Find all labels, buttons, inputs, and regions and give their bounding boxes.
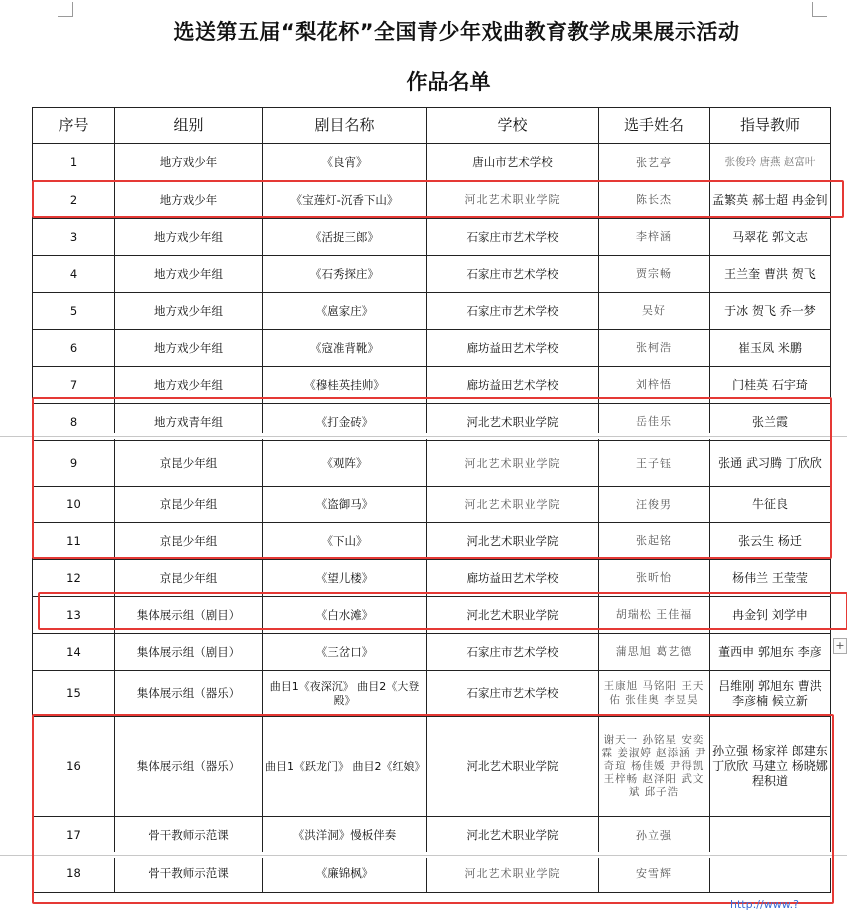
table-row: [33, 330, 831, 367]
cell-play: 《下山》: [263, 523, 427, 560]
cell-school: 河北艺术职业学院: [427, 182, 599, 219]
cell-teacher: 张兰霞: [710, 404, 831, 441]
cell-school: 河北艺术职业学院: [427, 441, 599, 487]
cell-play: 《洪洋洞》慢板伴奏: [263, 817, 427, 855]
cell-student: 张昕怡: [599, 560, 710, 597]
cell-school: 河北艺术职业学院: [427, 817, 599, 855]
cell-play: 《宝莲灯-沉香下山》: [263, 182, 427, 219]
cell-no: 12: [33, 560, 115, 597]
cell-student: 刘梓悟: [599, 367, 710, 404]
cell-group: 京昆少年组: [115, 441, 263, 487]
table-header-row: [33, 108, 831, 144]
cell-no: 11: [33, 523, 115, 560]
header-play: 剧目名称: [263, 108, 427, 144]
cell-student: 张起铭: [599, 523, 710, 560]
cell-student: 汪俊男: [599, 487, 710, 523]
cell-group: 京昆少年组: [115, 560, 263, 597]
cell-school: 河北艺术职业学院: [427, 404, 599, 441]
cell-student: 贾宗畅: [599, 256, 710, 293]
page-corner-mark: [58, 2, 73, 17]
cell-play: 曲目1《跃龙门》 曲目2《红娘》: [263, 717, 427, 817]
cell-student: 陈长杰: [599, 182, 710, 219]
cell-group: 地方戏少年组: [115, 219, 263, 256]
cell-teacher: 于冰 贺飞 乔一梦: [710, 293, 831, 330]
cell-no: 15: [33, 671, 115, 717]
cell-play: 《盗御马》: [263, 487, 427, 523]
table-row: [33, 634, 831, 671]
table-row: [33, 560, 831, 597]
cell-group: 集体展示组（剧目）: [115, 597, 263, 634]
cell-teacher: 门桂英 石宇琦: [710, 367, 831, 404]
watermark-text: http://www.?: [730, 898, 800, 911]
table-row: [33, 219, 831, 256]
cell-group: 京昆少年组: [115, 487, 263, 523]
cell-teacher: 张俊玲 唐燕 赵富叶: [710, 144, 831, 182]
cell-student: 王康旭 马铭阳 王天佑 张佳奥 李昱昊: [599, 671, 710, 717]
cell-teacher: 牛征良: [710, 487, 831, 523]
cell-no: 10: [33, 487, 115, 523]
cell-play: 《观阵》: [263, 441, 427, 487]
cell-no: 2: [33, 182, 115, 219]
table-row: [33, 144, 831, 182]
table-row: [33, 256, 831, 293]
cell-play: 《白水滩》: [263, 597, 427, 634]
cell-student: 李梓涵: [599, 219, 710, 256]
cell-group: 京昆少年组: [115, 523, 263, 560]
cell-play: 《三岔口》: [263, 634, 427, 671]
cell-school: 石家庄市艺术学校: [427, 256, 599, 293]
header-school: 学校: [427, 108, 599, 144]
document-title: 选送第五届“梨花杯”全国青少年戏曲教育教学成果展示活动: [173, 20, 740, 44]
cell-school: 石家庄市艺术学校: [427, 671, 599, 717]
cell-play: 《良宵》: [263, 144, 427, 182]
cell-no: 14: [33, 634, 115, 671]
cell-school: 石家庄市艺术学校: [427, 293, 599, 330]
cell-no: 13: [33, 597, 115, 634]
cell-school: 廊坊益田艺术学校: [427, 560, 599, 597]
cell-no: 8: [33, 404, 115, 441]
cell-student: 胡瑞松 王佳福: [599, 597, 710, 634]
cell-play: 《扈家庄》: [263, 293, 427, 330]
cell-teacher: 张云生 杨迁: [710, 523, 831, 560]
cell-school: 河北艺术职业学院: [427, 717, 599, 817]
cell-group: 集体展示组（剧目）: [115, 634, 263, 671]
cell-no: 9: [33, 441, 115, 487]
cell-school: 石家庄市艺术学校: [427, 634, 599, 671]
cell-group: 地方戏少年: [115, 144, 263, 182]
cell-play: 曲目1《夜深沉》 曲目2《大登殿》: [263, 671, 427, 717]
cell-school: 河北艺术职业学院: [427, 487, 599, 523]
header-student: 选手姓名: [599, 108, 710, 144]
header-group: 组别: [115, 108, 263, 144]
cell-student: 安雪辉: [599, 855, 710, 893]
cell-no: 5: [33, 293, 115, 330]
cell-school: 廊坊益田艺术学校: [427, 330, 599, 367]
cell-student: 吴好: [599, 293, 710, 330]
cell-no: 17: [33, 817, 115, 855]
cell-play: 《石秀探庄》: [263, 256, 427, 293]
cell-student: 蒲思旭 葛艺德: [599, 634, 710, 671]
cell-no: 18: [33, 855, 115, 893]
cell-student: 王子钰: [599, 441, 710, 487]
cell-play: 《寇准背靴》: [263, 330, 427, 367]
cell-teacher: 崔玉凤 米鹏: [710, 330, 831, 367]
cell-student: 张柯浩: [599, 330, 710, 367]
cell-play: 《望儿楼》: [263, 560, 427, 597]
cell-play: 《廉锦枫》: [263, 855, 427, 893]
cell-school: 河北艺术职业学院: [427, 855, 599, 893]
cell-no: 6: [33, 330, 115, 367]
cell-no: 7: [33, 367, 115, 404]
cell-teacher: 杨伟兰 王莹莹: [710, 560, 831, 597]
cell-play: 《活捉三郎》: [263, 219, 427, 256]
cell-group: 骨干教师示范课: [115, 855, 263, 893]
cell-no: 1: [33, 144, 115, 182]
cell-group: 地方戏少年组: [115, 367, 263, 404]
cell-school: 唐山市艺术学校: [427, 144, 599, 182]
cell-group: 地方戏少年: [115, 182, 263, 219]
cell-group: 集体展示组（器乐）: [115, 671, 263, 717]
cell-student: 岳佳乐: [599, 404, 710, 441]
table-row: [33, 671, 831, 717]
header-teacher: 指导教师: [710, 108, 831, 144]
page-corner-mark: [812, 2, 827, 17]
header-no: 序号: [33, 108, 115, 144]
cell-student: 孙立强: [599, 817, 710, 855]
cell-school: 河北艺术职业学院: [427, 523, 599, 560]
highlight-box-row-2: [32, 180, 844, 218]
cell-group: 集体展示组（器乐）: [115, 717, 263, 817]
cell-teacher: 张通 武习腾 丁欣欣: [710, 441, 831, 487]
cell-student: 张艺亭: [599, 144, 710, 182]
highlight-box-rows-8-11: [32, 397, 832, 559]
document-subtitle: 作品名单: [406, 70, 491, 94]
cell-school: 河北艺术职业学院: [427, 597, 599, 634]
cell-school: 廊坊益田艺术学校: [427, 367, 599, 404]
highlight-box-row-13: [38, 592, 847, 630]
cell-teacher: 吕维刚 郭旭东 曹洪 李彦楠 候立新: [710, 671, 831, 717]
cell-teacher: 王兰奎 曹洪 贺飞: [710, 256, 831, 293]
cell-school: 石家庄市艺术学校: [427, 219, 599, 256]
cell-group: 地方戏少年组: [115, 330, 263, 367]
cell-teacher: 董西申 郭旭东 李彦: [710, 634, 831, 671]
cell-group: 地方戏少年组: [115, 293, 263, 330]
cell-play: 《打金砖》: [263, 404, 427, 441]
cell-play: 《穆桂英挂帅》: [263, 367, 427, 404]
cell-group: 骨干教师示范课: [115, 817, 263, 855]
cell-no: 3: [33, 219, 115, 256]
cell-teacher: 孙立强 杨家祥 郎建东 丁欣欣 马建立 杨晓娜 程积道: [710, 717, 831, 817]
table-row: [33, 293, 831, 330]
cell-teacher: 孟繁英 郝士超 冉金钊: [710, 182, 831, 219]
cell-group: 地方戏青年组: [115, 404, 263, 441]
add-row-icon[interactable]: +: [833, 638, 847, 654]
highlight-box-rows-16-18: [32, 714, 834, 904]
cell-student: 谢天一 孙铭星 安奕霖 姜淑婷 赵添涵 尹奇瑄 杨佳媛 尹得凯 王梓畅 赵泽阳 武文斌 邱子浩: [599, 717, 710, 817]
cell-no: 4: [33, 256, 115, 293]
cell-teacher: 马翠花 郭文志: [710, 219, 831, 256]
cell-group: 地方戏少年组: [115, 256, 263, 293]
cell-teacher: 冉金钊 刘学申: [710, 597, 831, 634]
cell-no: 16: [33, 717, 115, 817]
